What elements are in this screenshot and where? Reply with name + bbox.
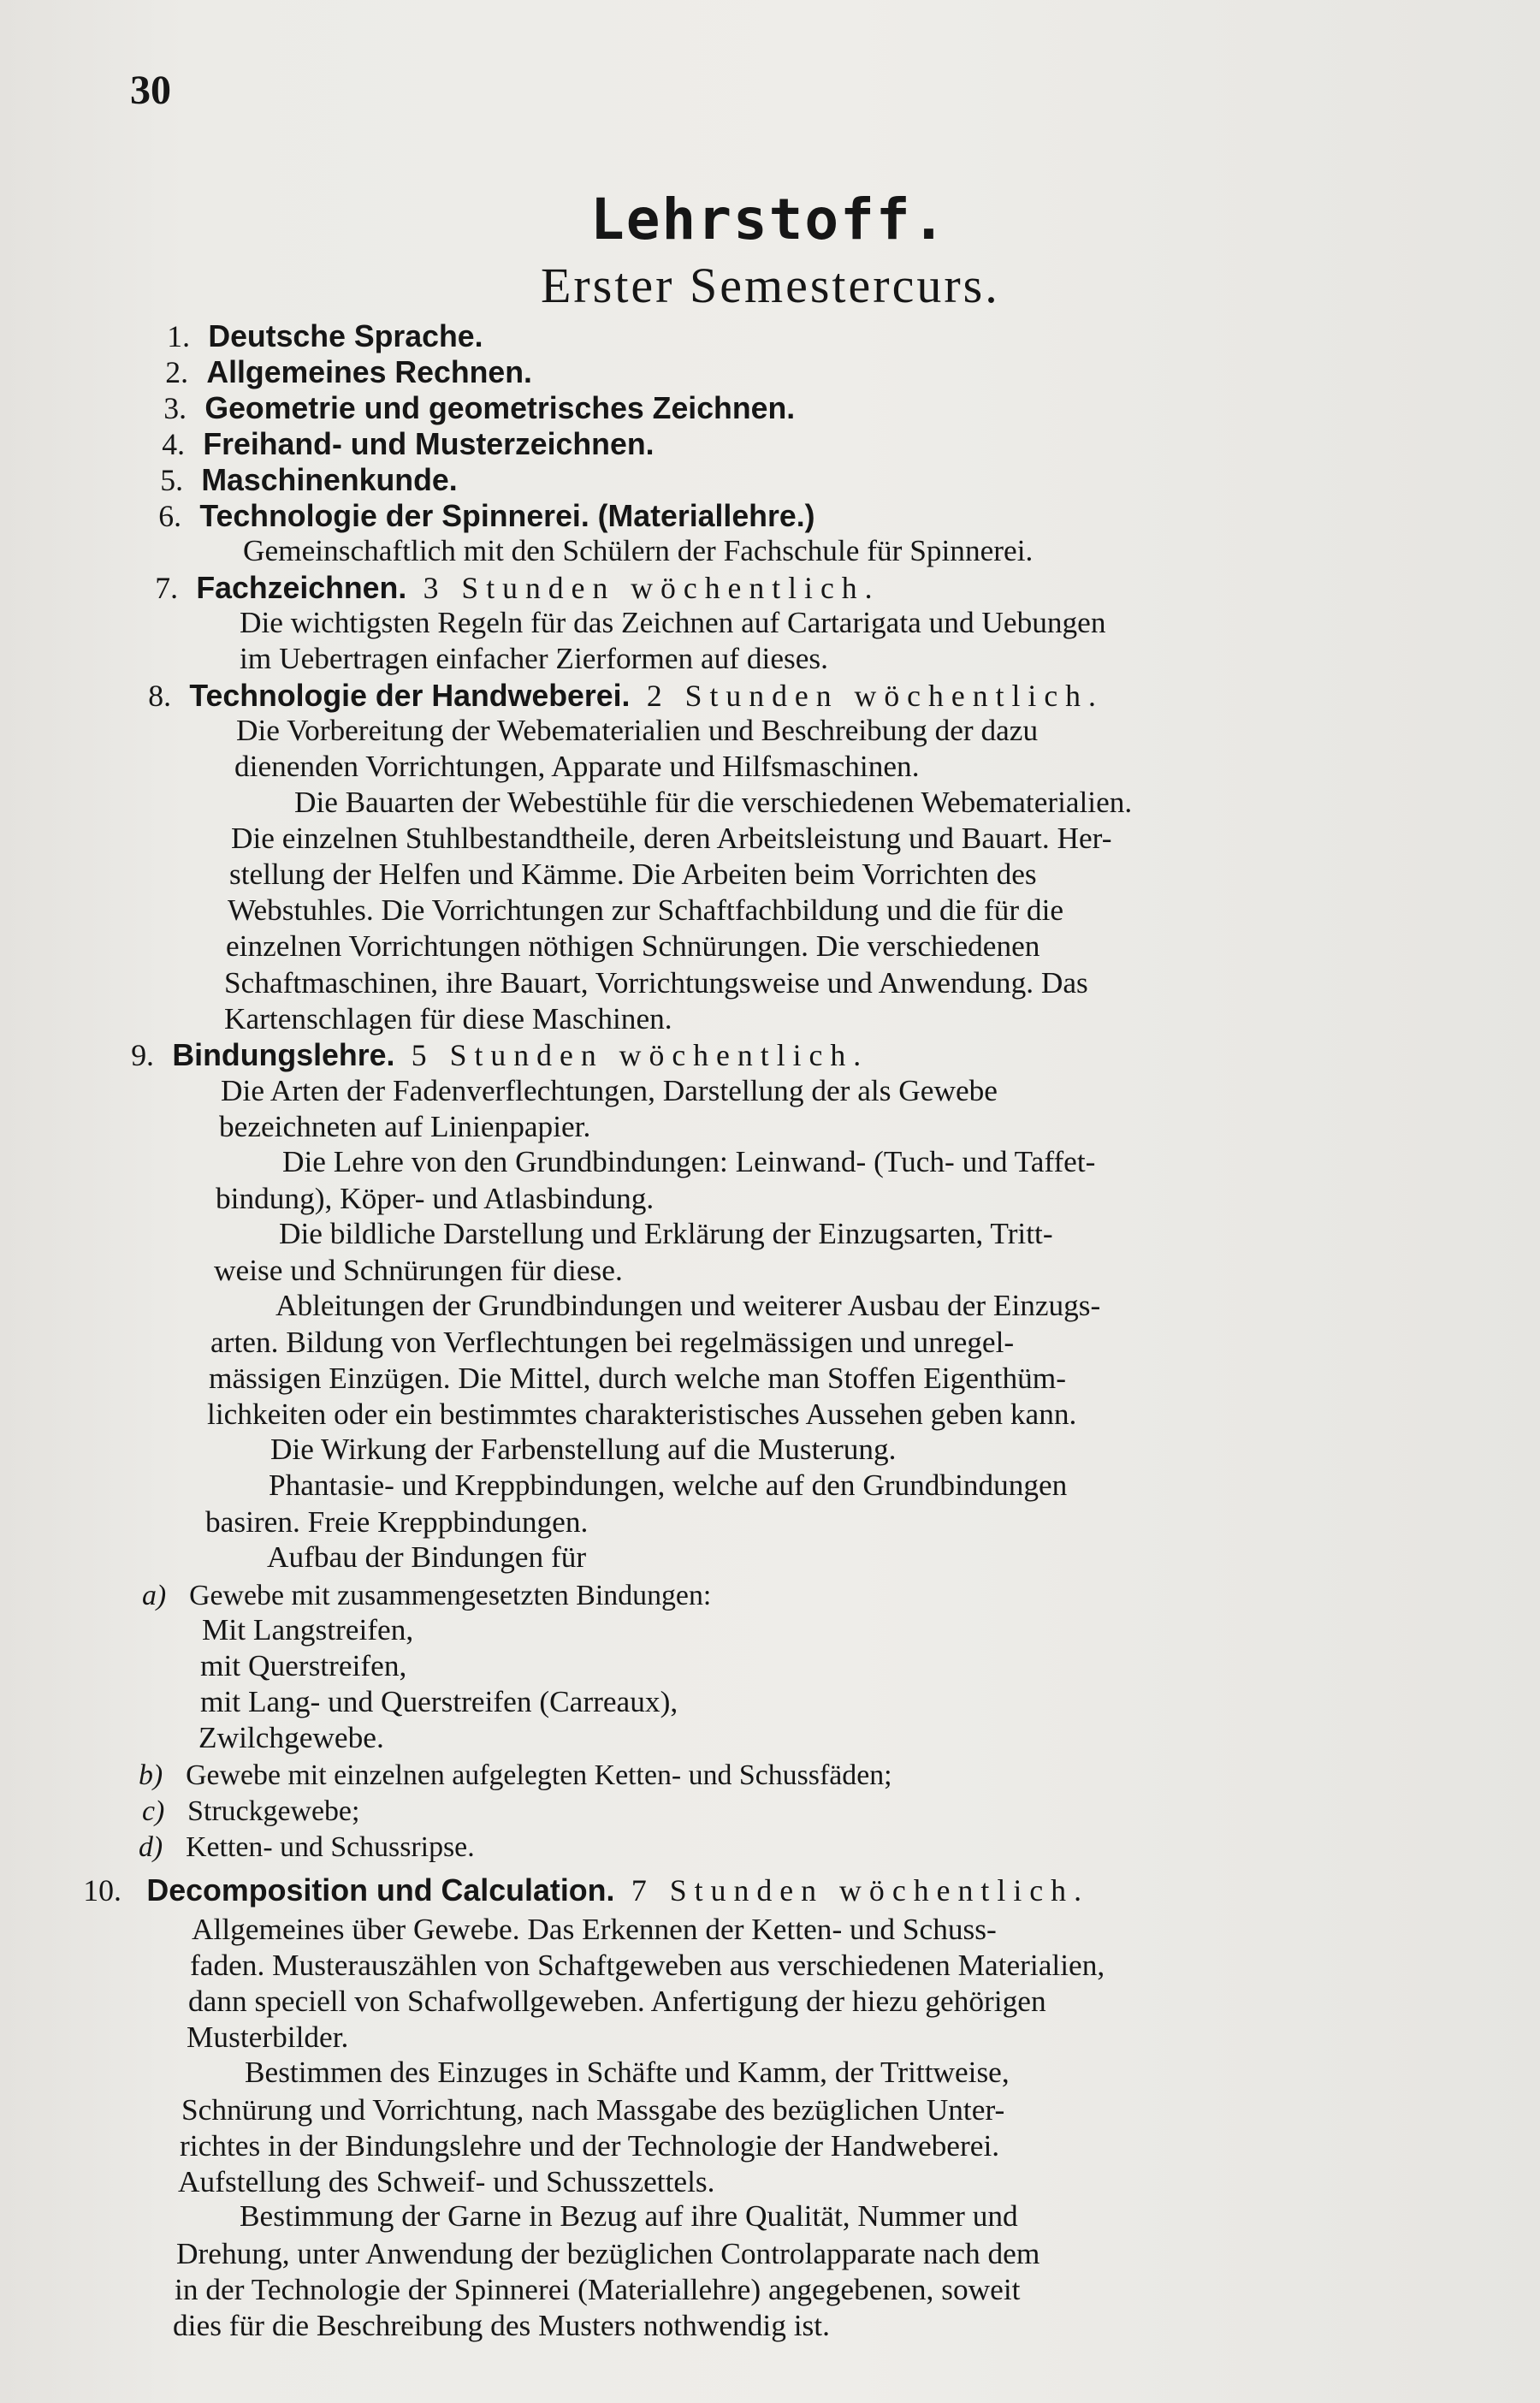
item-hours: 2 Stunden wöchentlich. (646, 679, 1104, 713)
list-item-heading (142, 426, 1540, 462)
item-title: Maschinenkunde. (201, 463, 458, 497)
sub-item-text: Gewebe mit zusammengesetzten Bindungen: (189, 1580, 712, 1611)
sub-item (139, 1756, 1540, 1792)
sub-item-text: Ketten- und Schussripse. (186, 1831, 475, 1863)
sub-item-letter: c) (142, 1795, 165, 1827)
item-text-line: bindung), Köper- und Atlasbindung. (216, 1182, 654, 1215)
item-title: Fachzeichnen. (196, 571, 407, 605)
sub-item-letter: d) (139, 1831, 163, 1863)
item-text-line: lichkeiten oder ein bestimmtes charakteristisches Aussehen geben kann. (207, 1397, 1077, 1431)
item-text-line: Zwilchgewebe. (198, 1721, 384, 1754)
item-title: Bindungslehre. (172, 1038, 395, 1072)
list-item-heading (147, 318, 1540, 354)
item-hours: 7 Stunden wöchentlich. (631, 1873, 1090, 1908)
item-number: 7. (155, 571, 178, 605)
item-text-line: Schnürung und Vorrichtung, nach Massgabe des bezüglichen Unter- (181, 2092, 1005, 2127)
item-text-line: dann speciell von Schafwollgeweben. Anfertigung der hiezu gehörigen (188, 1985, 1046, 2018)
list-item-heading (140, 462, 1540, 498)
item-title: Technologie der Spinnerei. (Materiallehre.) (199, 499, 815, 533)
item-number: 2. (165, 355, 188, 389)
page-number: 30 (130, 68, 171, 113)
item-title: Deutsche Sprache. (208, 319, 483, 353)
page-subtitle: Erster Semestercurs. (541, 258, 1000, 313)
item-text-line: dienenden Vorrichtungen, Apparate und Hilfsmaschinen. (234, 750, 920, 783)
item-number: 1. (167, 319, 190, 353)
item-text-line: Die Wirkung der Farbenstellung auf die Musterung. (270, 1433, 897, 1466)
item-text-line: mit Querstreifen, (200, 1649, 407, 1682)
item-number: 8. (148, 679, 171, 713)
curriculum-list (0, 313, 1540, 2343)
item-number: 5. (160, 463, 183, 497)
list-item-heading (144, 390, 1540, 426)
list-item-heading (139, 498, 1540, 534)
item-text-line: Die Arten der Fadenverflechtungen, Darstellung der als Gewebe (221, 1074, 998, 1107)
item-text-line: Kartenschlagen für diese Maschinen. (224, 1002, 672, 1035)
item-text-line: Aufbau der Bindungen für (267, 1540, 587, 1574)
item-text-line: Gemeinschaftlich mit den Schülern der Fachschule für Spinnerei. (243, 534, 1034, 567)
list-item-heading (145, 354, 1540, 390)
item-text-line: Musterbilder. (187, 2020, 349, 2054)
list-item-heading (111, 1037, 1540, 1073)
sub-item-letter: a) (142, 1580, 167, 1611)
item-text-line: Phantasie- und Kreppbindungen, welche auf den Grundbindungen (269, 1468, 1068, 1502)
sub-item (139, 1828, 1540, 1864)
item-text-line: in der Technologie der Spinnerei (Materiallehre) angegebenen, soweit (175, 2272, 1021, 2306)
item-text-line: arten. Bildung von Verflechtungen bei regelmässigen und unregel- (210, 1326, 1015, 1359)
item-text-line: Aufstellung des Schweif- und Schusszettels. (178, 2164, 715, 2198)
item-text-line: Webstuhles. Die Vorrichtungen zur Schaftfachbildung und die für die (228, 893, 1064, 927)
item-title: Freihand- und Musterzeichnen. (203, 427, 654, 461)
item-text-line: Die wichtigsten Regeln für das Zeichnen auf Cartarigata und Uebungen (240, 606, 1106, 639)
item-text-line: Schaftmaschinen, ihre Bauart, Vorrichtungsweise und Anwendung. Das (224, 966, 1088, 1000)
sub-item-text: Gewebe mit einzelnen aufgelegten Ketten- und Schussfäden; (186, 1759, 892, 1791)
item-hours: 3 Stunden wöchentlich. (423, 571, 880, 605)
item-title: Allgemeines Rechnen. (206, 355, 532, 389)
item-text-line: Die bildliche Darstellung und Erklärung der Einzugsarten, Tritt- (279, 1217, 1053, 1250)
list-item-heading (128, 678, 1540, 714)
item-number: 4. (162, 427, 185, 461)
item-number: 10. (83, 1873, 121, 1908)
item-title: Geometrie und geometrisches Zeichnen. (204, 391, 796, 425)
sub-item-text: Struckgewebe; (187, 1795, 360, 1827)
item-text-line: mit Lang- und Querstreifen (Carreaux), (200, 1685, 678, 1718)
item-text-line: weise und Schnürungen für diese. (214, 1254, 623, 1287)
item-text-line: Die einzelnen Stuhlbestandtheile, deren Arbeitsleistung und Bauart. Her- (231, 822, 1112, 855)
item-text-line: Allgemeines über Gewebe. Das Erkennen der Ketten- und Schuss- (192, 1913, 997, 1946)
item-text-line: einzelnen Vorrichtungen nöthigen Schnürungen. Die verschiedenen (226, 929, 1040, 963)
page-title: Lehrstoff. (590, 187, 948, 252)
list-item-heading (135, 570, 1540, 606)
item-text-line: bezeichneten auf Linienpapier. (219, 1110, 591, 1143)
item-number: 9. (131, 1038, 154, 1072)
item-text-line: mässigen Einzügen. Die Mittel, durch welche man Stoffen Eigenthüm- (209, 1362, 1067, 1395)
item-text-line: dies für die Beschreibung des Musters nothwendig ist. (173, 2308, 830, 2342)
item-text-line: stellung der Helfen und Kämme. Die Arbeiten beim Vorrichten des (229, 857, 1037, 891)
item-number: 6. (158, 499, 181, 533)
item-text-line: Bestimmen des Einzuges in Schäfte und Kamm, der Trittweise, (245, 2056, 1010, 2089)
sub-item (142, 1576, 1540, 1612)
item-text-line: Die Bauarten der Webestühle für die verschiedenen Webematerialien. (294, 786, 1133, 819)
item-text-line: Bestimmung der Garne in Bezug auf ihre Qualität, Nummer und (240, 2199, 1018, 2233)
item-number: 3. (163, 391, 187, 425)
item-title: Technologie der Handweberei. (189, 679, 631, 713)
item-text-line: Mit Langstreifen, (202, 1613, 414, 1646)
item-text-line: Drehung, unter Anwendung der bezüglichen Controlapparate nach dem (176, 2236, 1040, 2270)
item-text-line: Die Lehre von den Grundbindungen: Leinwand- (Tuch- und Taffet- (282, 1145, 1096, 1178)
item-title: Decomposition und Calculation. (146, 1873, 615, 1908)
sub-item (142, 1792, 1540, 1828)
item-text-line: Die Vorbereitung der Webematerialien und Beschreibung der dazu (236, 714, 1039, 747)
item-hours: 5 Stunden wöchentlich. (411, 1038, 869, 1072)
item-text-line: im Uebertragen einfacher Zierformen auf dieses. (240, 642, 828, 675)
list-item-heading (65, 1872, 1540, 1912)
item-text-line: basiren. Freie Kreppbindungen. (205, 1505, 589, 1539)
item-text-line: richtes in der Bindungslehre und der Technologie der Handweberei. (180, 2128, 1000, 2163)
item-text-line: faden. Musterauszählen von Schaftgeweben aus verschiedenen Materialien, (190, 1949, 1105, 1982)
item-text-line: Ableitungen der Grundbindungen und weiterer Ausbau der Einzugs- (275, 1289, 1101, 1322)
sub-item-letter: b) (139, 1759, 163, 1791)
